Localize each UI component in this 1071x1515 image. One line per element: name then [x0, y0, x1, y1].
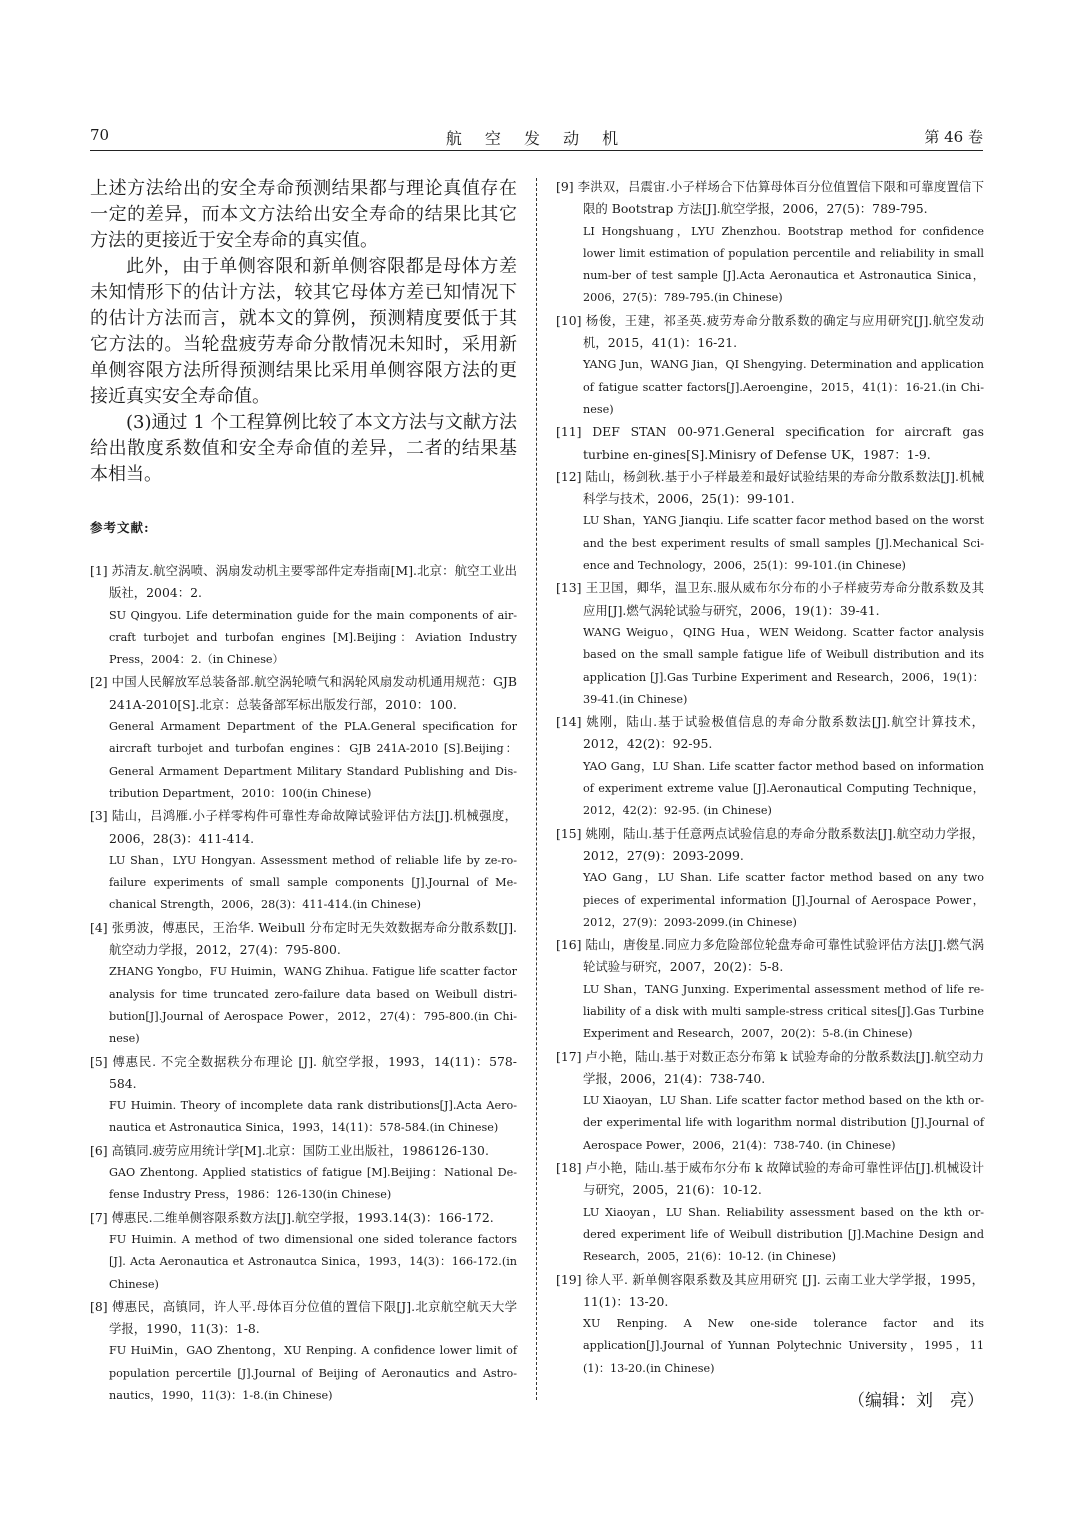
- reference-zh: [12] 陆山，杨剑秋.基于小子样最差和最好试验结果的寿命分散系数法[J].机械科学与技术，2006，25(1)：99-101.: [556, 468, 984, 507]
- reference-en: XU Renping. A New one-side tolerance factor and its application[J].Journal of Yunnan Polytechnic University，1995，11 (1)：13-20.(in Chinese): [583, 1317, 984, 1375]
- header-rule: [90, 150, 983, 151]
- reference-zh: [14] 姚刚，陆山.基于试验极值信息的寿命分散系数法[J].航空计算技术，2012，42(2)：92-95.: [556, 714, 984, 752]
- reference-en: WANG Weiguo，QING Hua，WEN Weidong. Scatter factor analysis based on the small sample fatigue life of Weibull distribution and its application [J].Gas Turbine Experiment and Research，2006，19(1)：39-41.(in Chinese): [583, 625, 984, 706]
- reference-zh: [9] 李洪双，吕震宙.小子样场合下估算母体百分位值置信下限和可靠度置信下限的 Bootstrap 方法[J].航空学报，2006，27(5)：789-795.: [556, 179, 984, 217]
- reference-zh: [1] 苏清友.航空涡喷、涡扇发动机主要零部件定寿指南[M].北京：航空工业出版社，2004：2.: [90, 563, 517, 601]
- reference-en: YANG Jun，WANG Jian，QI Shengying. Determination and application of fatigue scatter factors[J].Aeroengine，2015，41(1)：16-21.(in Chi-nese): [583, 358, 984, 416]
- reference-zh: [19] 徐人平. 新单侧容限系数及其应用研究 [J]. 云南工业大学学报，1995，11(1)：13-20.: [556, 1271, 984, 1309]
- reference-zh: [7] 傅惠民.二维单侧容限系数方法[J].航空学报，1993.14(3)：166-172.: [90, 1209, 494, 1225]
- reference-zh: [16] 陆山，唐俊星.同应力多危险部位轮盘寿命可靠性试验评估方法[J].燃气涡轮试验与研究，2007，20(2)：5-8.: [556, 937, 984, 975]
- reference-zh: [5] 傅惠民. 不完全数据秩分布理论 [J]. 航空学报，1993，14(11)：578-584.: [90, 1053, 517, 1091]
- reference-en: FU Huimin. Theory of incomplete data rank distributions[J].Acta Aero-nautica et Astronautica Sinica，1993，14(11)：578-584.(in Chinese): [109, 1099, 517, 1135]
- reference-en: FU Huimin. A method of two dimensional one sided tolerance factors [J]. Acta Aeronautica et Astronautca Sinica，1993，14(3)：166-172.(in Chinese): [109, 1232, 517, 1291]
- references-list-left: [90, 560, 517, 1407]
- reference-zh: [15] 姚刚，陆山.基于任意两点试验信息的寿命分散系数法[J].航空动力学报，2012，27(9)：2093-2099.: [556, 825, 984, 863]
- reference-item: [556, 577, 984, 711]
- reference-en: ZHANG Yongbo，FU Huimin，WANG Zhihua. Fatigue life scatter factor analysis for time truncated zero-failure data based on Weibull distri-bution[J].Journal of Aerospace Power，2012，27(4)：795-800.(in Chi-nese): [109, 965, 517, 1046]
- reference-en: LI Hongshuang，LYU Zhenzhou. Bootstrap method for confidence lower limit estimation of population percentile and reliability in small num-ber of test sample [J].Acta Aeronautica et Astronautica Sinica，2006，27(5)：789-795.(in Chinese): [583, 224, 984, 305]
- page-number: 70: [90, 126, 110, 144]
- reference-en: GAO Zhentong. Applied statistics of fatigue [M].Beijing：National De-fense Industry Press，1986：126-130(in Chinese): [109, 1166, 517, 1202]
- reference-item: [556, 310, 984, 421]
- reference-item: [90, 917, 517, 1051]
- reference-item: [90, 671, 517, 805]
- reference-item: [556, 934, 984, 1045]
- reference-item: [90, 1051, 517, 1140]
- reference-en: LU Shan，LYU Hongyan. Assessment method of reliable life by ze-ro-failure experiments of small sample components [J].Journal of Me-chanical Strength，2006，28(3)：411-414.(in Chinese): [109, 853, 517, 912]
- running-header: [90, 126, 983, 148]
- left-column: [90, 176, 517, 1407]
- reference-en: SU Qingyou. Life determination guide for the main components of air-craft turbojet and turbofan engines [M].Beijing：Aviation Industry Press，2004：2.（in Chinese）: [109, 608, 517, 667]
- reference-item: [556, 1157, 984, 1268]
- reference-zh: [6] 高镇同.疲劳应用统计学[M].北京：国防工业出版社，1986126-130.: [90, 1142, 489, 1158]
- reference-item: [556, 421, 984, 466]
- reference-en: LU Xiaoyan，LU Shan. Life scatter factor method based on the kth or-der experimental life with logarithm normal distribution [J].Journal of Aerospace Power，2006，21(4)：738-740. (in Chinese): [583, 1094, 984, 1152]
- reference-item: [90, 1140, 517, 1207]
- editor-credit: （编辑：刘 亮）: [848, 1391, 984, 1412]
- reference-item: [556, 1046, 984, 1157]
- column-divider: [536, 178, 537, 1400]
- journal-title: 航 空 发 动 机: [445, 129, 628, 148]
- reference-zh: [11] DEF STAN 00-971.General specification for aircraft gas turbine en-gines[S].Minisry of Defense UK，1987：1-9.: [556, 424, 984, 462]
- reference-zh: [3] 陆山，吕鸿雁.小子样零构件可靠性寿命故障试验评估方法[J].机械强度，2006，28(3)：411-414.: [90, 808, 517, 846]
- references-list-right: [556, 176, 984, 1380]
- reference-item: [556, 823, 984, 934]
- body-paragraph-3: (3)通过 1 个工程算例比较了本文方法与文献方法给出散度系数值和安全寿命值的差异，二者的结果基本相当。: [90, 412, 517, 485]
- body-paragraph-2: 此外，由于单侧容限和新单侧容限都是母体方差未知情形下的估计方法，较其它母体方差已知情况下的估计方法而言，就本文的算例，预测精度要低于其它方法的。当轮盘疲劳寿命分散情况未知时，采用新单侧容限方法所得预测结果比采用单侧容限方法的更接近真实安全寿命值。: [90, 256, 517, 407]
- reference-en: YAO Gang，LU Shan. Life scatter factor method based on information of experiment extreme value [J].Aeronautical Computing Technique，2012，42(2)：92-95. (in Chinese): [583, 759, 984, 818]
- right-column: [556, 176, 984, 1411]
- reference-zh: [8] 傅惠民，高镇同，许人平.母体百分位值的置信下限[J].北京航空航天大学学报，1990，11(3)：1-8.: [90, 1298, 517, 1337]
- reference-item: [90, 805, 517, 916]
- reference-zh: [4] 张勇波，傅惠民，王治华. Weibull 分布定时无失效数据寿命分散系数[J].航空动力学报，2012，27(4)：795-800.: [90, 919, 517, 958]
- reference-zh: [10] 杨俊，王建，祁圣英.疲劳寿命分散系数的确定与应用研究[J].航空发动机，2015，41(1)：16-21.: [556, 312, 984, 351]
- reference-en: LU Shan，YANG Jianqiu. Life scatter facor method based on the worst and the best experiment results of small samples [J].Mechanical Sci-ence and Technology，2006，25(1)：99-101.(in Chinese): [583, 514, 984, 573]
- reference-item: [556, 1269, 984, 1380]
- reference-zh: [18] 卢小艳，陆山.基于威布尔分布 k 故障试验的寿命可靠性评估[J].机械设计与研究，2005，21(6)：10-12.: [556, 1160, 984, 1198]
- reference-item: [556, 466, 984, 577]
- reference-item: [90, 560, 517, 671]
- reference-item: [556, 176, 984, 310]
- reference-en: LU Xiaoyan，LU Shan. Reliability assessment based on the kth or-dered experiment life of Weibull distribution [J].Machine Design and Research，2005，21(6)：10-12. (in Chinese): [583, 1205, 984, 1264]
- reference-en: General Armament Department of the PLA.General specification for aircraft turbojet and turbofan engines：GJB 241A-2010 [S].Beijing：General Armament Department Military Standard Publishing and Dis-tribution Department，2010：100(in Chinese): [109, 720, 517, 800]
- reference-zh: [17] 卢小艳，陆山.基于对数正态分布第 k 试验寿命的分散系数法[J].航空动力学报，2006，21(4)：738-740.: [556, 1048, 984, 1086]
- reference-zh: [2] 中国人民解放军总装备部.航空涡轮喷气和涡轮风扇发动机通用规范：GJB 241A-2010[S].北京：总装备部军标出版发行部，2010：100.: [90, 674, 517, 712]
- reference-en: YAO Gang，LU Shan. Life scatter factor method based on any two pieces of experimental information [J].Journal of Aerospace Power，2012，27(9)：2093-2099.(in Chinese): [583, 871, 984, 929]
- reference-en: LU Shan，TANG Junxing. Experimental assessment method of life re-liability of a disk with multi sample-stress critical sites[J].Gas Turbine Experiment and Research，2007，20(2)：5-8.(in Chinese): [583, 982, 984, 1041]
- reference-item: [90, 1296, 517, 1407]
- volume-label: 第 46 卷: [924, 128, 983, 146]
- reference-item: [90, 1207, 517, 1296]
- reference-zh: [13] 王卫国，卿华，温卫东.服从威布尔分布的小子样疲劳寿命分散系数及其应用[J].燃气涡轮试验与研究，2006，19(1)：39-41.: [556, 580, 984, 618]
- body-paragraph-1: 上述方法给出的安全寿命预测结果都与理论真值存在一定的差异，而本文方法给出安全寿命的结果比其它方法的更接近于安全寿命的真实值。: [90, 178, 517, 251]
- reference-en: FU HuiMin，GAO Zhentong，XU Renping. A confidence lower limit of population percertile [J].Journal of Beijing of Aeronautics and Astro-nautics，1990，11(3)：1-8.(in Chinese): [109, 1344, 517, 1402]
- references-heading: 参考文献:: [90, 520, 150, 535]
- reference-item: [556, 711, 984, 822]
